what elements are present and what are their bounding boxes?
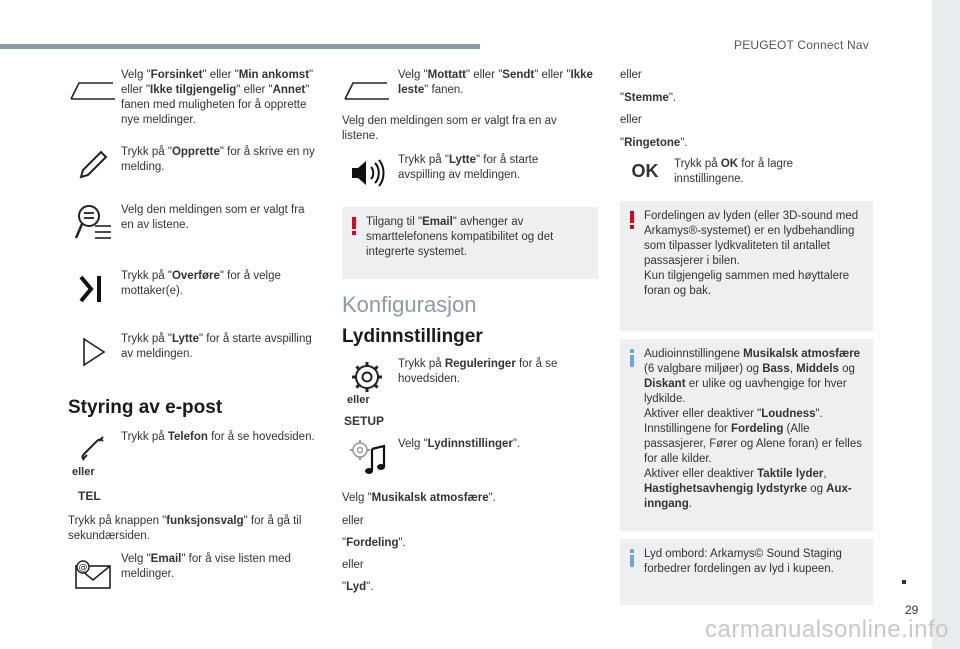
- warning-text-distribution: Fordelingen av lyden (eller 3D-sound med Arkamys®-systemet) er en lydbehandling som tilpasser lydkvaliteten til antallet passasjerer i bilen. Kun tilgjengelig sammen med høyttalere foran og bak.: [644, 210, 859, 297]
- play-icon: [68, 332, 118, 372]
- message-list-icon: [68, 203, 118, 243]
- or-label-2: eller: [347, 394, 370, 406]
- warning-icon: [350, 217, 358, 240]
- listen-text: Trykk på "Lytte" for å starte avspilling av meldingen.: [121, 333, 312, 360]
- speaker-icon: [342, 153, 392, 193]
- warning-box-distribution: [620, 201, 873, 331]
- pencil-icon: [68, 145, 118, 185]
- svg-text:@: @: [78, 563, 88, 573]
- footer-mark: [902, 580, 906, 584]
- folder-tab-icon: [68, 70, 118, 110]
- create-text: Trykk på "Opprette" for å skrive en ny melding.: [121, 146, 315, 173]
- phone-text: Trykk på Telefon for å se hovedsiden.: [121, 431, 315, 443]
- page-number: 29: [905, 603, 919, 617]
- side-strip: [932, 0, 960, 649]
- warning-icon: [628, 211, 636, 234]
- select-message-text-2: Velg den meldingen som er valgt fra en av listene.: [342, 115, 557, 142]
- ringtone-text: "Ringetone".: [620, 137, 688, 149]
- or-text-4: eller: [620, 114, 642, 126]
- header-rule: [0, 44, 480, 49]
- distribution-text: "Fordeling".: [342, 537, 406, 549]
- sound-settings-text: Velg "Lydinnstillinger".: [398, 438, 521, 450]
- sound-settings-icon: [342, 437, 392, 477]
- voice-text: "Stemme".: [620, 92, 677, 104]
- sound-text: "Lyd".: [342, 581, 374, 593]
- settings-icon: [342, 357, 392, 397]
- email-icon: [68, 554, 118, 594]
- watermark: carmanualsonline.info: [705, 616, 949, 643]
- tab-select-text-2: Velg "Mottatt" eller "Sendt" eller "Ikke leste" fanen.: [398, 69, 593, 96]
- settings-text: Trykk på Reguleringer for å se hovedsiden.: [398, 358, 558, 385]
- phone-icon: [68, 430, 118, 470]
- warning-text-email: Tilgang til "Email" avhenger av smarttelefonens kompatibilitet og det integrerte systemet.: [366, 216, 554, 258]
- tel-label: TEL: [78, 489, 101, 503]
- setup-label: SETUP: [344, 414, 385, 428]
- info-icon: [628, 349, 636, 372]
- ok-icon: OK: [631, 160, 659, 181]
- forward-text: Trykk på "Overføre" for å velge mottaker(e).: [121, 270, 281, 297]
- select-message-text: Velg den meldingen som er valgt fra en av listene.: [121, 204, 305, 231]
- ok-text: Trykk på OK for å lagre innstillingene.: [674, 158, 794, 185]
- or-label: eller: [72, 466, 95, 478]
- info-text-audio: Audioinnstillingene Musikalsk atmosfære (6 valgbare miljøer) og Bass, Middels og Diskant er ulike og uavhengige for hver lydkilde. Aktiver eller deaktiver "Loudness". Innstillingene for Fordeling (Alle passasjerer, Fører og Alene foran) er felles for alle kilder. Aktiver eller deaktiver Taktile lyder, Hastighetsavhengig lydstyrke og Aux-inngang.: [644, 348, 862, 510]
- function-text: Trykk på knappen "funksjonsvalg" for å gå til sekundærsiden.: [68, 515, 302, 542]
- info-text-staging: Lyd ombord: Arkamys© Sound Staging forbedrer fordelingen av lyd i kupeen.: [644, 548, 842, 575]
- info-icon: [628, 549, 636, 572]
- forward-icon: [68, 269, 118, 309]
- folder-tab-icon: [342, 70, 392, 110]
- info-box-staging: [620, 539, 873, 605]
- tab-select-text: Velg "Forsinket" eller "Min ankomst" eller "Ikke tilgjengelig" eller "Annet" fanen med muligheten for å opprette nye meldinger.: [121, 69, 314, 126]
- title-configuration: Konfigurasjon: [342, 292, 477, 317]
- or-text-3: eller: [620, 69, 642, 81]
- music-ambience-text: Velg "Musikalsk atmosfære".: [342, 492, 496, 504]
- section-title-sound: Lydinnstillinger: [342, 326, 483, 347]
- info-box-audio: [620, 339, 873, 531]
- header-title: PEUGEOT Connect Nav: [734, 38, 869, 52]
- listen-text-2: Trykk på "Lytte" for å starte avspilling av meldingen.: [398, 154, 539, 181]
- section-title-email: Styring av e-post: [68, 397, 223, 418]
- email-text: Velg "Email" for å vise listen med meldinger.: [121, 553, 291, 580]
- or-text-1: eller: [342, 515, 364, 527]
- or-text-2: eller: [342, 559, 364, 571]
- warning-box-email: [342, 207, 598, 279]
